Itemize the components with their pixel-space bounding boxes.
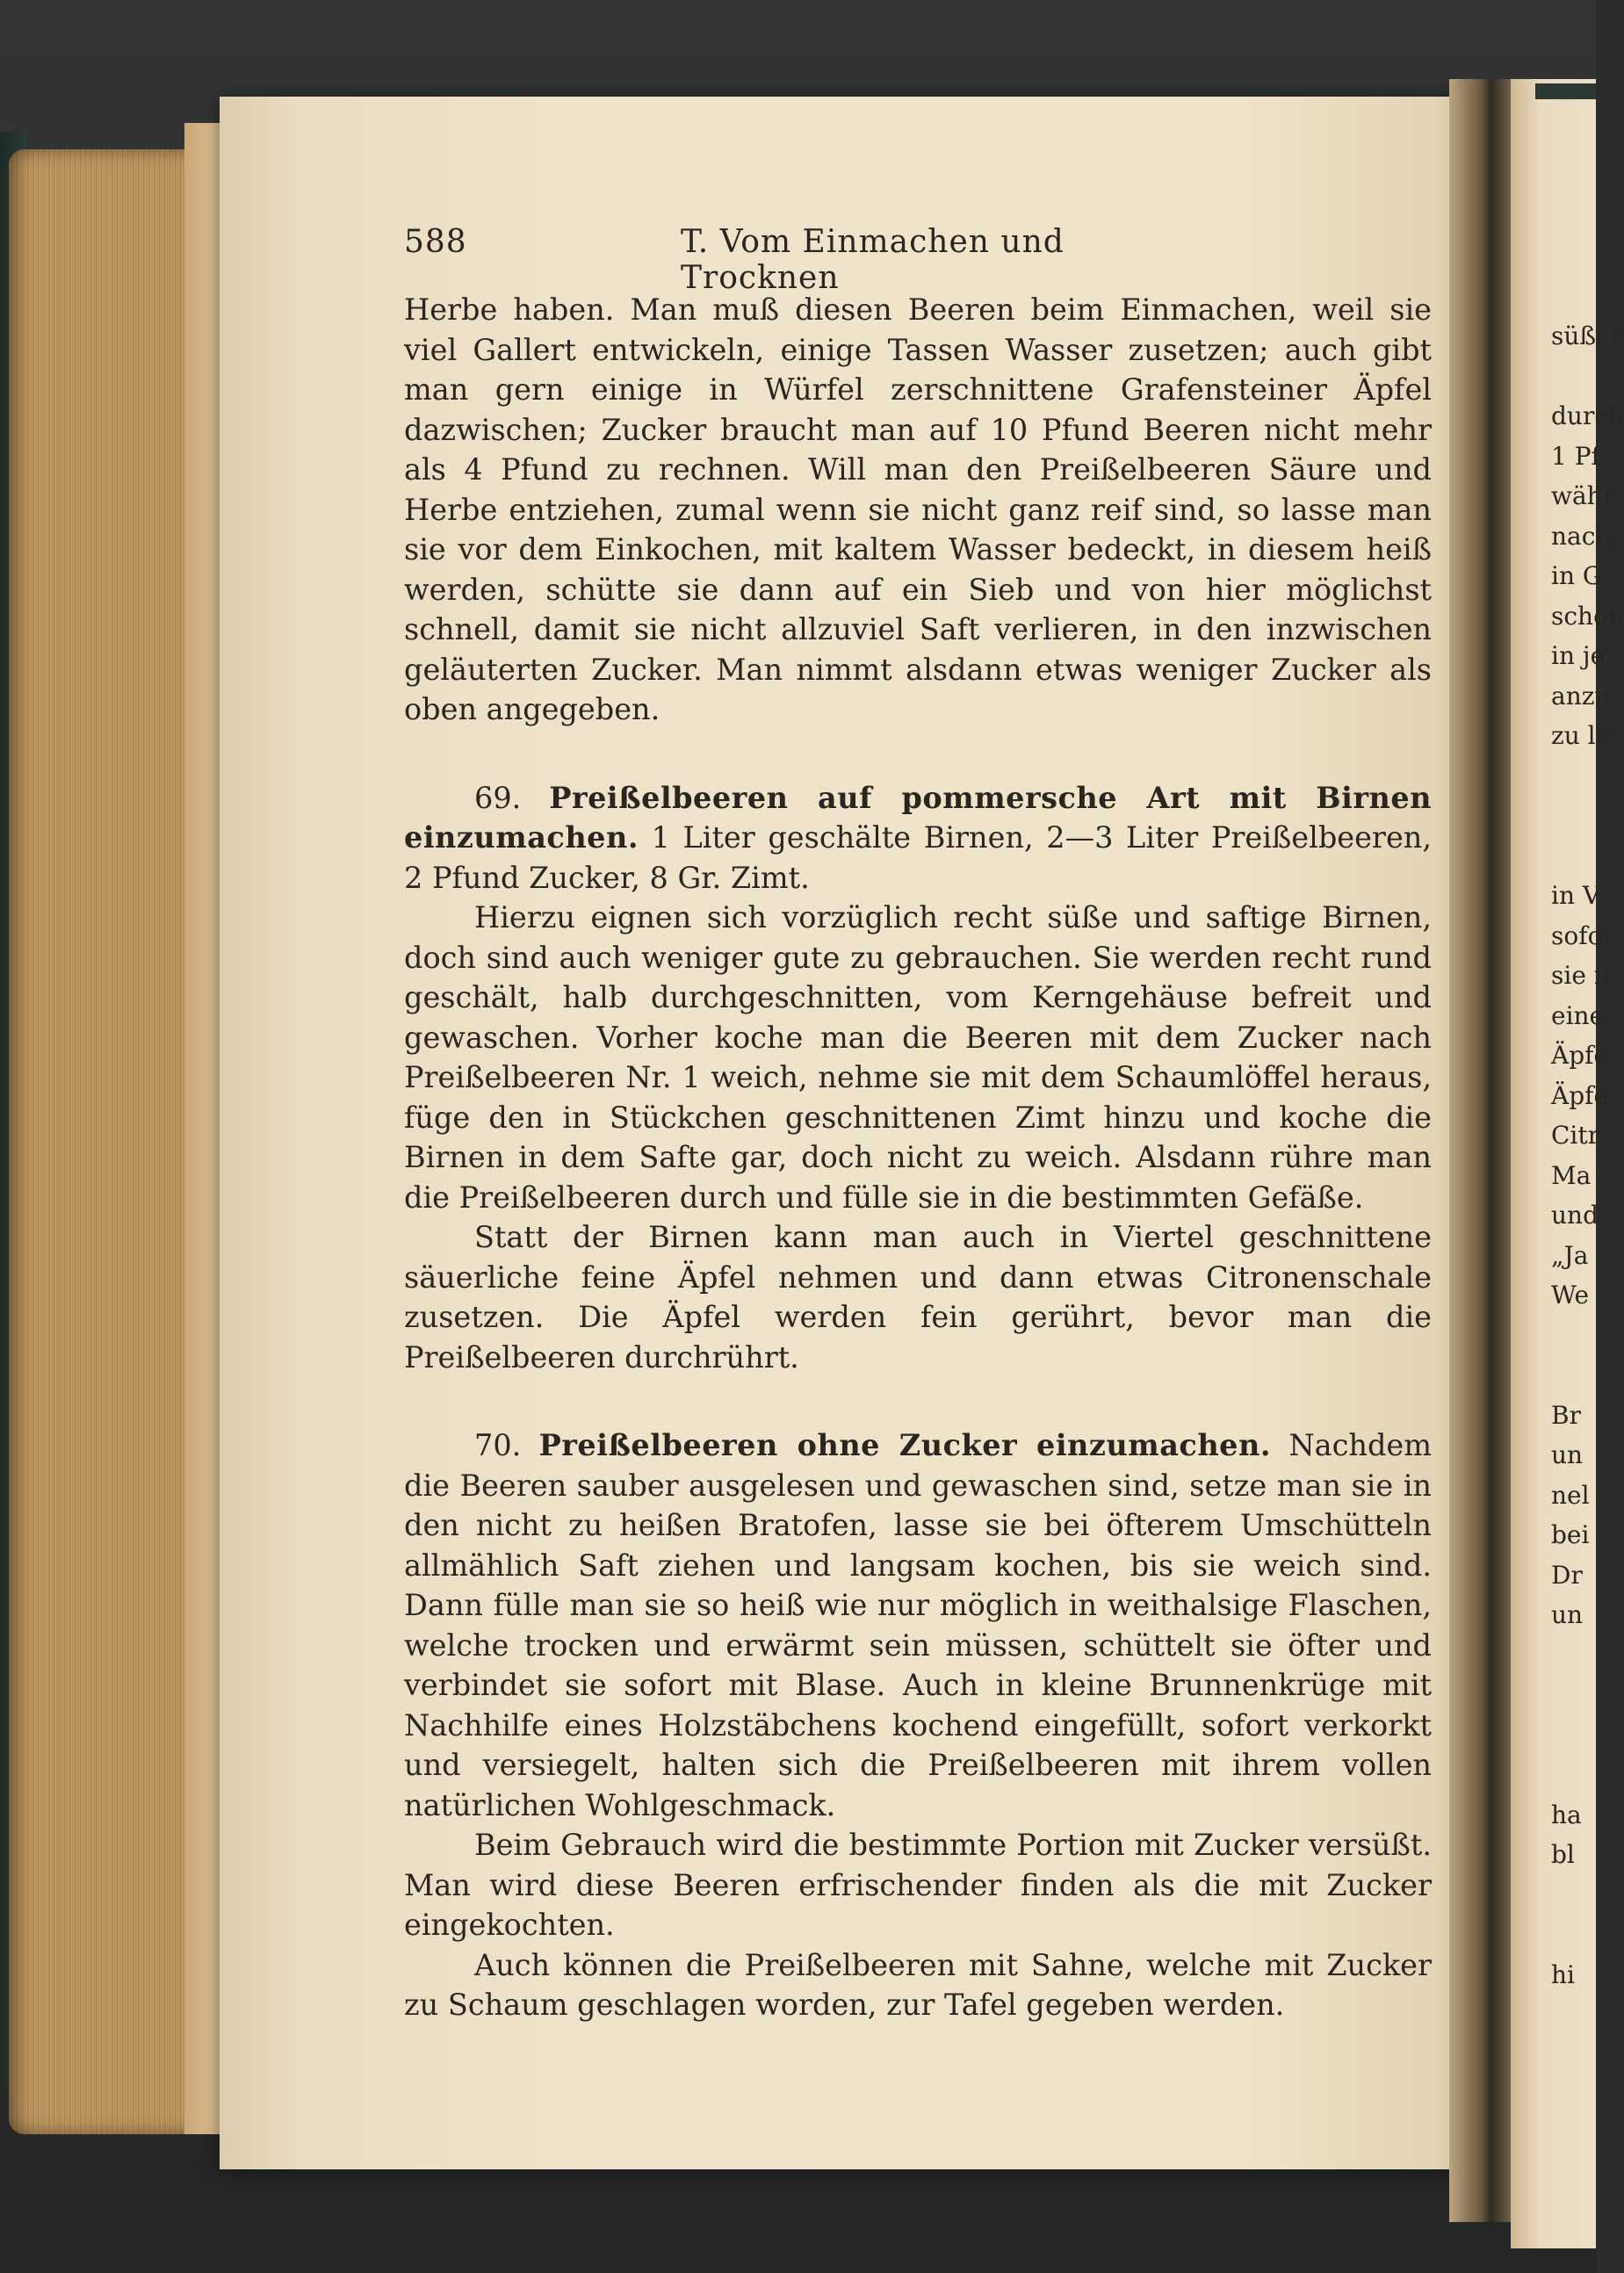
fragment-line — [1551, 1715, 1596, 1756]
fragment-line — [1551, 1316, 1596, 1356]
page-number: 588 — [404, 224, 467, 260]
right-page-text-fragments — [1551, 316, 1624, 1995]
recipe-69-paragraph-1: Hierzu eignen sich vorzüglich recht süße und saftige Birnen, doch sind auch weniger gute zu gebrauchen. Sie werden recht rund geschält, halb durchgeschnitten, vom Kerngehäuse befreit und gewaschen. Vorher koche man die Beeren mit dem Zucker nach Preißelbeeren Nr. 1 weich, nehme sie mit dem Schaumlöffel heraus, füge den in Stückchen geschnittenen Zimt hinzu und koche die Birnen in dem Safte gar, doch nicht zu weich. Alsdann rühre man die Preißelbeeren durch und fülle sie in die bestimmten Gefäße. — [404, 900, 1432, 1215]
fragment-line: in je — [1551, 641, 1606, 670]
fragment-line: süßer — [1551, 321, 1623, 350]
cover-corner — [1535, 83, 1596, 99]
recipe-number: 70. — [474, 1428, 522, 1462]
fragment-line: und — [1551, 1201, 1599, 1230]
fragment-line: Äpfe — [1551, 1080, 1609, 1110]
fragment-line: Citr — [1551, 1121, 1600, 1150]
fragment-line: We — [1551, 1281, 1590, 1310]
fragment-line: ha — [1551, 1800, 1582, 1829]
fragment-line — [1551, 796, 1596, 836]
page-body — [404, 290, 1432, 2025]
fragment-line: un — [1551, 1600, 1584, 1629]
recipe-ingredients: 1 Liter geschälte Birnen, 2—3 Liter Preißelbeeren, 2 Pfund Zucker, 8 Gr. Zimt. — [404, 820, 1432, 895]
fragment-line: sofor — [1551, 920, 1614, 950]
fragment-line: zu le — [1551, 721, 1611, 750]
recipe-70-paragraph-2: Beim Gebrauch wird die bestimmte Portion mit Zucker versüßt. Man wird diese Beeren erfrischender finden als die mit Zucker eingekochten. — [404, 1828, 1432, 1942]
fragment-line — [1551, 1635, 1596, 1676]
fragment-line: hi — [1551, 1959, 1575, 1989]
fragment-line: „Ja — [1551, 1240, 1589, 1270]
book-gutter — [1449, 79, 1519, 2222]
fragment-line — [1551, 1355, 1596, 1396]
fragment-line: Äpfe — [1551, 1041, 1609, 1070]
fragment-line: schön — [1551, 601, 1624, 631]
fragment-line: sie n — [1551, 961, 1610, 990]
spacer — [404, 1377, 1432, 1425]
fragment-line: bl — [1551, 1840, 1575, 1869]
recipe-number: 69. — [474, 780, 522, 815]
fragment-line: un — [1551, 1440, 1584, 1469]
fragment-line: Ma — [1551, 1160, 1592, 1190]
recipe-paragraph: Nachdem die Beeren sauber ausgelesen und gewaschen sind, setze man sie in den nicht zu heißen Bratofen, lasse sie bei öfterem Umschütteln allmählich Saft ziehen und langsam kochen, bis sie weich sind. Dann fülle man sie so heiß wie nur möglich in weithalsige Flaschen, welche trocken und erwärmt sein müssen, schüttelt sie öfter und verbindet sie sofort mit Blase. Auch in kleine Brunnenkrüge mit Nachhilfe eines Holzstäbchens kochend eingefüllt, sofort verkorkt und versiegelt, halten sich die Preißelbeeren mit ihrem vollen natürlichen Wohlgeschmack. — [404, 1428, 1432, 1822]
page-header — [404, 224, 1142, 296]
recipe-title: Preißelbeeren ohne Zucker einzumachen. — [538, 1428, 1272, 1462]
fragment-line — [1551, 1915, 1596, 1955]
running-head: T. Vom Einmachen und Trocknen — [681, 224, 1065, 296]
paragraph-continued: Herbe haben. Man muß diesen Beeren beim Einmachen, weil sie viel Gallert entwickeln, einige Tassen Wasser zusetzen; auch gibt man gern einige in Würfel zerschnittene Grafensteiner Äpfel dazwischen; Zucker braucht man auf 10 Pfund Beeren nicht mehr als 4 Pfund zu rechnen. Will man den Preißelbeeren Säure und Herbe entziehen, zumal wenn sie nicht ganz reif sind, so lasse man sie vor dem Einkochen, mit kaltem Wasser bedeckt, in diesem heiß werden, schütte sie dann auf ein Sieb und von hier möglichst schnell, damit sie nicht allzuviel Saft verlieren, in den inzwischen geläuterten Zucker. Man nimmt alsdann etwas weniger Zucker als oben angegeben. — [404, 292, 1432, 726]
fragment-line — [1551, 1755, 1596, 1795]
fragment-line — [1551, 756, 1596, 797]
fragment-line: nel — [1551, 1480, 1590, 1510]
fragment-line: bei — [1551, 1520, 1590, 1549]
fragment-line — [1551, 836, 1596, 877]
fragment-line: in G — [1551, 561, 1603, 590]
fragment-line — [1551, 1675, 1596, 1715]
fragment-line: Dr — [1551, 1560, 1583, 1590]
fragment-line: 1 Pf — [1551, 441, 1600, 471]
recipe-title: Preißelbeeren auf pommersche Art mit Birnen einzumachen. — [404, 780, 1432, 855]
fragment-line: währ — [1551, 481, 1615, 510]
recipe-70-paragraph-3: Auch können die Preißelbeeren mit Sahne, welche mit Zucker zu Schaum geschlagen worden, zur Tafel gegeben werden. — [404, 1947, 1432, 2022]
fragment-line: Br — [1551, 1400, 1581, 1430]
fragment-line: durch — [1551, 401, 1624, 430]
spacer — [404, 730, 1432, 778]
fragment-line: in V — [1551, 881, 1601, 910]
recipe-70-heading — [404, 1425, 1432, 1825]
fragment-line: anzu — [1551, 681, 1611, 711]
fragment-line — [1551, 357, 1596, 397]
fragment-line — [1551, 1875, 1596, 1916]
fragment-line: nach — [1551, 521, 1612, 551]
recipe-69-heading — [404, 778, 1432, 898]
recipe-69-paragraph-2: Statt der Birnen kann man auch in Viertel geschnittene säuerliche feine Äpfel nehmen und dann etwas Citronenschale zusetzen. Die Äpfel werden fein gerührt, bevor man die Preißelbeeren durchrührt. — [404, 1220, 1432, 1375]
fragment-line: eine — [1551, 1000, 1605, 1030]
